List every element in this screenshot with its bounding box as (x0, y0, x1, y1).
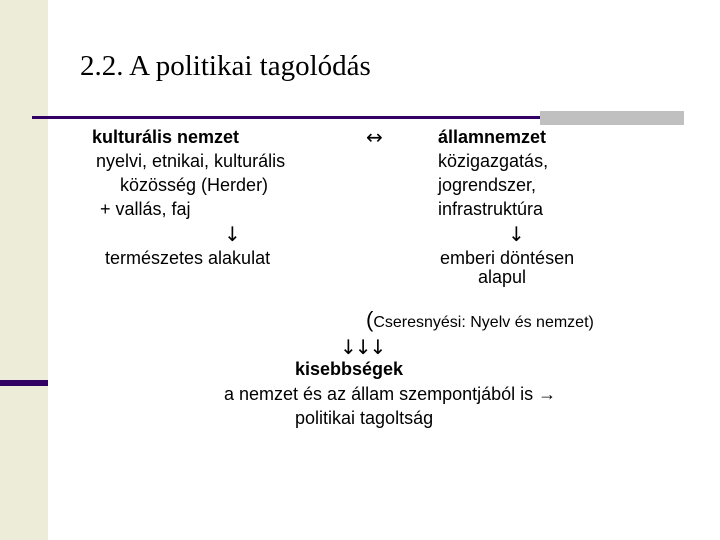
left-line-1: nyelvi, etnikai, kulturális (96, 151, 286, 171)
source-text: Cseresnyési: Nyelv és nemzet) (373, 314, 594, 331)
bottom-line-2: politikai tagoltság (295, 408, 434, 428)
left-result: természetes alakulat (105, 248, 271, 268)
left-line-3: + vallás, faj (100, 199, 191, 219)
slide-title: 2.2. A politikai tagolódás (80, 50, 371, 82)
side-bar-accent (0, 380, 48, 386)
right-line-3: infrastruktúra (438, 199, 544, 219)
right-result-2: alapul (478, 267, 527, 287)
double-arrow-icon: ↔ (366, 125, 383, 149)
left-line-2: közösség (Herder) (120, 175, 269, 195)
right-line-2: jogrendszer, (438, 175, 537, 195)
right-line-1: közigazgatás, (438, 151, 549, 171)
source-paren: ( (366, 307, 374, 332)
right-result-1: emberi döntésen (440, 248, 575, 268)
right-heading: államnemzet (438, 127, 547, 147)
decorative-grey-block (540, 111, 684, 125)
bottom-heading: kisebbségek (295, 359, 404, 379)
right-down-arrow-icon: ↓ (508, 222, 525, 246)
slide-side-bar (0, 0, 48, 540)
left-heading: kulturális nemzet (92, 127, 240, 147)
triple-down-arrow-icon: ↓↓↓ (340, 335, 385, 359)
source-citation (366, 309, 594, 334)
left-down-arrow-icon: ↓ (224, 222, 241, 246)
bottom-line-1: a nemzet és az állam szempontjából is → (224, 384, 557, 404)
